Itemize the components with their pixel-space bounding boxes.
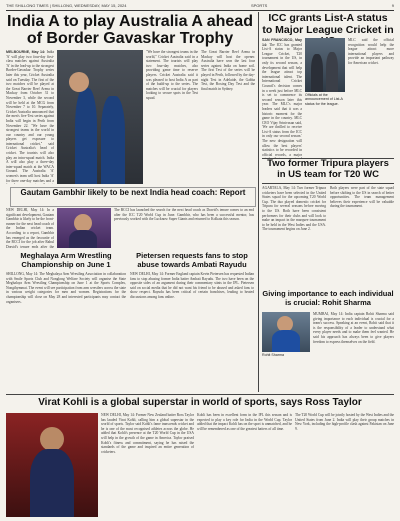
kohli-body: NEW DELHI, May 14: Former New Zealand batter Ross Taylor has lauded Virat Kohli, calling him a global superstar in the world of sports. Taylor said Kohli's fame transcends cricket and he is one of the most recognised athletes across the globe. He added that Kohli's presence at the T20 World Cup in the USA will help in the growth of the game in America. Taylor praised Kohli's fitness and commitment, saying he has raised the standards of the game and inspired an entire generation of cricketers. <box>101 413 194 454</box>
headline-tripura: Two former Tripura players in US team for T20 WC <box>262 158 394 184</box>
india-a-body-col1 <box>6 50 54 184</box>
kohli-body-3: The T20 World Cup will be jointly hosted by the West Indies and the United States from June 2. India will play their group matches in New York, including the high-profile clash against Pakistan on June 9. <box>295 413 394 431</box>
gambhir-body: NEW DELHI, May 14: In a significant development, Gautam Gambhir is likely to be the front-runner for the next head coach of the Indian cricket team. According to a report, Gambhir has emerged as the favourite of the BCCI for the job after Rahul Dravid's tenure ends after the <box>6 208 54 248</box>
kohli-photo <box>6 413 98 517</box>
meghalaya-body: SHILLONG, May 14: The Meghalaya Arm Wrestling Association in collaboration with Smile Sports Club and Nonglong Welfare Society will organise the State Meghalaya Arm Wrestling Championship on June 1 at the Sports Complex, Nongthymmai. The event will see participation from arm wrestlers across the state in various weight categories for men and women. Registrations for the championship will close on May 28 and interested participants may contact the organisers. <box>6 272 126 304</box>
india-a-photo <box>57 50 143 184</box>
headline-icc: ICC grants List-A status to Major League Cricket in <box>262 12 394 36</box>
icc-body-col3: MLC said the official recognition would help the league attract more international players and provide an important pathway for American cricket. <box>348 38 394 65</box>
headline-kohli: Virat Kohli is a global superstar in world of sports, says Ross Taylor <box>38 397 362 408</box>
icc-body-col1 <box>262 38 302 158</box>
column-divider <box>258 12 259 392</box>
headline-gambhir: Gautam Gambhir likely to be next India head coach: Report <box>10 187 256 207</box>
kohli-body-2: Kohli has been in excellent form in the IPL this season and is expected to play a key role for India in the World Cup. Taylor added that the impact Kohli has on the sport is unmatched, and he will be remembered as one of the greatest batters of all time. <box>197 413 292 431</box>
section-divider <box>6 394 394 395</box>
icc-photo <box>305 38 345 92</box>
headline-rohit: Giving importance to each individual is crucial: Rohit Sharma <box>262 289 394 307</box>
tripura-body-2: Both players were part of the state squad before shifting to the US in search of better opportunities. The team management believes their experience will be valuable during the tournament. <box>330 186 394 209</box>
headline-pietersen: Pietersen requests fans to stop abuse towards Ambati Rayudu <box>136 251 248 269</box>
masthead-section: SPORTS <box>250 3 268 8</box>
gambhir-photo <box>57 208 111 248</box>
icc-body: The ICC has granted List-A status to Major League Cricket, T20 tournament in the US, in only its second season, a development that will help the league attract top international talent. The International Cricket Council's decision comes in a week just before MLC is set to commence its second season later this year. The MLC's major leaders said that it was a historic moment for the game in the country. MLC CEO Vijay Srinivasan said, 'We are thrilled to receive List-A status from the ICC in only our second season.' The new designation will allow the best players' statistics to be recorded in official records, a major <box>262 42 302 157</box>
rohit-photo-caption: Rohit Sharma <box>262 353 284 357</box>
gambhir-body-2: The BCCI has launched the search for the next head coach as Dravid's tenure comes to an end after the ICC T20 World Cup in June. Gambhir, who has been a successful mentor, has previously worked with the Lucknow Super Giants and returned to Kolkata this season. <box>114 208 254 222</box>
masthead <box>6 2 394 11</box>
icc-photo-caption: Officials at the announcement of List-A status for the league. <box>305 93 343 106</box>
india-a-body-col3: "We have the strongest teams in the world," Cricket Australia said in a statement. The tourists will play two four-day matches, also providing game time to reserve players. Cricket Australia said it was pleased to host India A as part of the build-up to the series. The matches will be crucial for players looking to secure spots in the Test squad. <box>146 50 198 100</box>
headline-india-a: India A to play Australia A ahead of Border Gavaskar Trophy <box>7 13 253 47</box>
india-a-body-col4: The Great Barrier Reef Arena in Mackay will host the opener. Australia have won the last four series against India on home soil. The first Test of the series will be played in Perth, followed by the day-night Test in Adelaide, the Gabba Test, the Boxing Day Test and the final match in Sydney. <box>201 50 255 91</box>
rohit-photo <box>262 312 310 352</box>
masthead-left: THE SHILLONG TIMES | SHILLONG, WEDNESDAY, MAY 15, 2024 <box>6 3 127 8</box>
icc-dateline: SAN FRANCISCO, May 14: <box>262 38 302 47</box>
rohit-body: MUMBAI, May 14: India captain Rohit Sharma said giving importance to each individual is crucial for a team's success. Speaking at an event, Rohit said that it is the responsibility of a leader to understand what every player needs and to make them feel wanted. He said his approach has always been to give players freedom to express themselves on the field. <box>313 312 394 344</box>
masthead-page-number: 9 <box>391 3 394 8</box>
india-a-dateline: MELBOURNE, May 14: <box>6 50 46 54</box>
pietersen-body: NEW DELHI, May 14: Former England captain Kevin Pietersen has requested Indian fans to stop abusing former India batter Ambati Rayudu. The two have been on the opposite sides of an argument during their commentary stints in the IPL. Pietersen said on social media that he did not want his friend to be abused and asked fans to show respect. Rayudu has been critical of certain franchises, leading to heated discussions among fans online. <box>130 272 254 299</box>
headline-meghalaya: Meghalaya Arm Wrestling Championship on June 1 <box>20 251 112 269</box>
india-a-body: India 'A' will play two four-day first-class matches against Australia 'A' in the lead-up to the strongest Border-Gavaskar Trophy series later this year, Cricket Australia said on Tuesday. The first of the two matches will be played at the Great Barrier Reef Arena in Mackay from October 31 to November 3, while the second will be held at the MCG from November 7 to 10. Separately, Cricket Australia announced that the men's five-Test series against India will begin in Perth from November 22. "We have the strongest teams in the world in our country and our young players get exposure to international cricket," said Cricket Australia's head of cricket. The tourists will also play an intra-squad match. India A will also play a three-day inter-squad match at the WACA Ground. The Australia 'A' women's team will host India 'A' for three one-day matches and a <box>6 50 54 183</box>
tripura-body: AGARTALA, May 14: Two former Tripura cricketers have been selected in the United States squad for the upcoming T20 World Cup. The duo played domestic cricket for Tripura for several seasons before moving to the US. Both have been consistent performers for their clubs and will look to make an impact in the marquee tournament to be held in the West Indies and the USA. The tournament begins on June 2. <box>262 186 326 232</box>
